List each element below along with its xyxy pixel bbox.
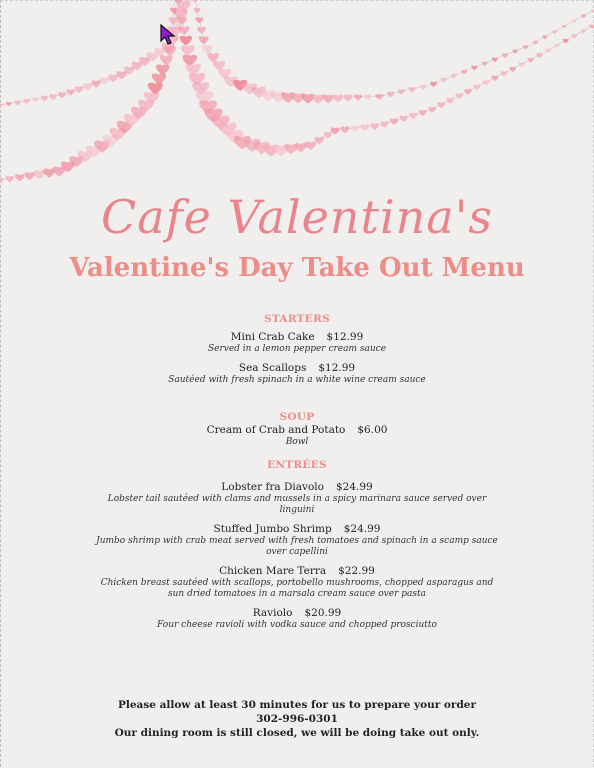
menu-body	[0, 312, 594, 631]
item-name: Mini Crab Cake	[230, 331, 315, 343]
item-description: Sautéed with fresh spinach in a white wine cream sauce	[168, 375, 426, 385]
section-soup	[0, 410, 594, 448]
item-price: $6.00	[357, 424, 388, 436]
section-title: STARTERS	[263, 313, 331, 325]
menu-item	[0, 523, 594, 536]
item-price: $24.99	[343, 523, 381, 535]
item-price: $22.99	[338, 565, 375, 577]
footer-note	[0, 698, 594, 740]
item-description: Lobster tail sautéed with clams and mussels in a spicy marinara sauce served over linguini	[107, 494, 487, 515]
item-price: $20.99	[304, 607, 342, 619]
menu-item	[0, 607, 594, 620]
heart-garland-icon	[0, 0, 594, 200]
item-price: $12.99	[326, 331, 364, 343]
menu-item	[0, 331, 594, 344]
cafe-name: Cafe Valentina's	[101, 190, 493, 244]
section-starters	[0, 312, 594, 386]
item-description: Bowl	[285, 437, 309, 447]
menu-item	[0, 362, 594, 375]
section-title: ENTRÉES	[267, 459, 327, 471]
item-price: $24.99	[335, 481, 373, 493]
section-title: SOUP	[279, 411, 315, 423]
item-name: Sea Scallops	[238, 362, 307, 374]
menu-item	[0, 565, 594, 578]
item-description: Served in a lemon pepper cream sauce	[207, 344, 387, 354]
item-description: Four cheese ravioli with vodka sauce and chopped prosciutto	[157, 620, 437, 630]
menu-title: Valentine's Day Take Out Menu	[69, 253, 525, 283]
item-name: Cream of Crab and Potato	[206, 424, 346, 436]
item-description: Chicken breast sautéed with scallops, portobello mushrooms, chopped asparagus and sun dried tomatoes in a marsala cream sauce over pasta	[100, 578, 494, 599]
item-description: Jumbo shrimp with crab meat served with fresh tomatoes and spinach in a scamp sauce over capellini	[96, 536, 498, 557]
item-name: Raviolo	[252, 607, 293, 619]
item-price: $12.99	[318, 362, 356, 374]
section-entrees	[0, 458, 594, 631]
menu-item	[0, 481, 594, 494]
menu-item	[0, 424, 594, 437]
item-name: Chicken Mare Terra	[219, 565, 327, 577]
prep-time-note: Please allow at least 30 minutes for us to prepare your order	[117, 699, 477, 711]
item-name: Lobster fra Diavolo	[221, 481, 324, 493]
mouse-pointer-icon	[160, 24, 176, 46]
phone-number: 302-996-0301	[256, 713, 338, 725]
item-name: Stuffed Jumbo Shrimp	[213, 523, 332, 535]
dining-room-note: Our dining room is still closed, we will be doing take out only.	[114, 727, 480, 739]
